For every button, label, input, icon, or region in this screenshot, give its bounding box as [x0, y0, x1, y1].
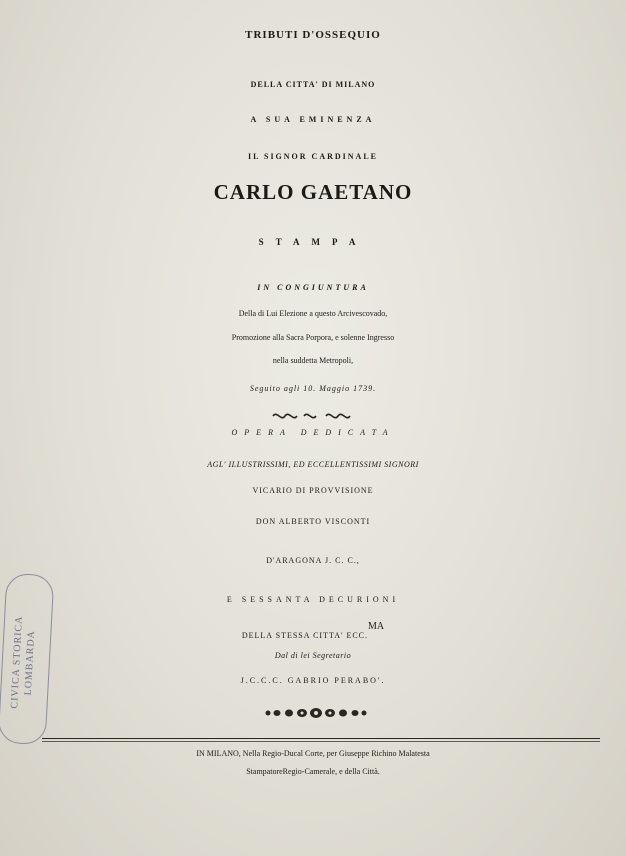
dedicatee-name: DON ALBERTO VISCONTI	[255, 517, 371, 526]
stamp-line-2: LOMBARDA	[22, 629, 37, 696]
cardinal-name: CARLO GAETANO	[213, 180, 413, 204]
imprint-line-1: IN MILANO, Nella Regio-Ducal Corte, per Giuseppe Richino Malatesta	[196, 749, 430, 758]
imprint-line-2: StampatoreRegio-Camerale, e della Città.	[246, 767, 380, 776]
dedication-recipients: AGL' ILLUSTRISSIMI, ED ECCELLENTISSIMI SIGNORI	[207, 460, 419, 469]
dedication-heading: OPERA DEDICATA	[231, 428, 395, 437]
city-line-text: DELLA STESSA CITTA' ECC.	[241, 631, 368, 640]
title-line-1: TRIBUTI D'OSSEQUIO	[245, 29, 381, 41]
city-line-superscript: MA	[368, 621, 385, 632]
stamp-line-1: CIVICA STORICA	[9, 615, 25, 709]
occasion-heading: IN CONGIUNTURA	[257, 283, 369, 292]
decurioni-line: E SESSANTA DECURIONI	[226, 595, 400, 604]
occasion-line-2: Promozione alla Sacra Porpora, e solenne Ingresso	[231, 333, 395, 342]
dedicatee-title: D'ARAGONA J. C. C.,	[266, 556, 360, 565]
title-line-3: A SUA EMINENZA	[250, 115, 376, 124]
event-date: Seguito agli 10. Maggio 1739.	[249, 384, 377, 393]
ornament-divider-icon	[270, 410, 356, 422]
fleuron-ornament-icon	[264, 704, 368, 722]
title-line-2: DELLA CITTA' DI MILANO	[250, 80, 376, 89]
occasion-line-3: nella suddetta Metropoli,	[272, 356, 354, 365]
imprint-rule-top	[42, 738, 600, 739]
title-line-4: IL SIGNOR CARDINALE	[247, 152, 379, 161]
occasion-line-1: Della di Lui Elezione a questo Arcivescovado,	[238, 309, 388, 318]
dedication-office: VICARIO DI PROVVISIONE	[252, 486, 374, 495]
city-line	[0, 622, 626, 640]
imprint-rule-top-thin	[42, 741, 600, 742]
secretary-caption: Dal di lei Segretario	[274, 651, 352, 660]
cardinal-surname: STAMPA	[258, 237, 368, 247]
secretary-name: J.C.C.C. GABRIO PERABO'.	[240, 676, 386, 685]
